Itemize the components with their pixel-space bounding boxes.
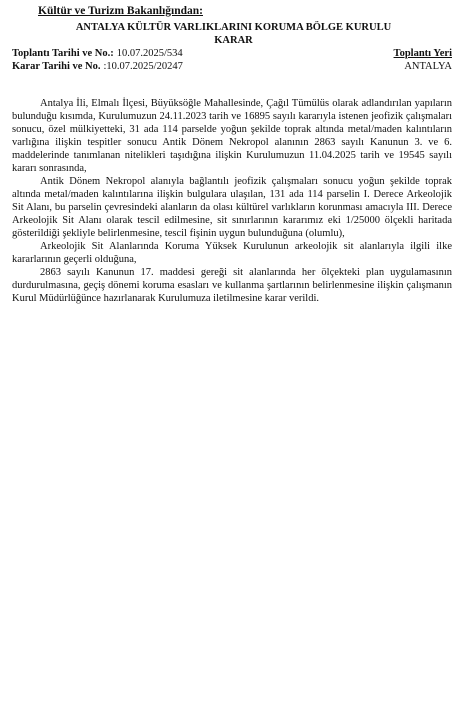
decision-info-row xyxy=(12,61,452,72)
decision-date-label: Karar Tarihi ve No. xyxy=(12,61,101,72)
board-title: ANTALYA KÜLTÜR VARLIKLARINI KORUMA BÖLGE KURULU xyxy=(75,22,392,33)
meeting-place-value: ANTALYA xyxy=(404,61,452,72)
paragraph: 2863 sayılı Kanunun 17. maddesi gereği sit alanlarında her ölçekteki plan uygulamasının durdurulmasına, geçiş dönemi koruma esasları ve kullanma şartlarının belirlenmesine ilişkin çalışmanın Kurul Müdürlüğünce hazırlanarak Kurulumuza iletilmesine karar verildi. xyxy=(12,267,452,304)
meeting-date-label: Toplantı Tarihi ve No.: xyxy=(12,48,114,59)
meeting-info-row xyxy=(12,48,452,59)
paragraph: Antalya İli, Elmalı İlçesi, Büyüksöğle Mahallesinde, Çağıl Tümülüs olarak adlandırılan yapıların bulunduğu kısımda, Kurulumuzun 24.11.2023 tarih ve 16895 sayılı kararıyla istenen jeofizik çalışmaları sonucu, özel mülkiyetteki, 31 ada 114 parselde yoğun şekilde toprak altında metal/maden kalıntıların varlığına ilişkin tespitler sonucu Antik Dönem Nekropol alanının 2863 sayılı Kanunun 3. ve 6. maddelerinde tanımlanan nitelikleri taşıdığına ilişkin Kurulumuzun 11.04.2025 tarih ve 19545 sayılı kararı sonrasında, xyxy=(12,98,452,174)
meeting-date-value: 10.07.2025/534 xyxy=(116,48,183,59)
paragraph: Antik Dönem Nekropol alanıyla bağlantılı jeofizik çalışmaları sonucu yoğun şekilde toprak altında metal/maden kalıntılarına ilişkin bulgulara ulaşılan, 131 ada 114 parselin I. Derece Arkeolojik Sit Alanı, bu parselin çevresindeki alanların da olası kültürel varlıkların korunması amacıyla III. Derece Arkeolojik Sit Alanı olarak tescil edilmesine, sit sınırlarının kararımız eki 1/25000 ölçekli haritada gösterildiği şekliyle belirlenmesine, tescil fişinin uygun bulunduğuna (olumlu), xyxy=(12,176,452,239)
decision-date-value: :10.07.2025/20247 xyxy=(103,61,183,72)
decision-body xyxy=(12,97,452,305)
decision-heading: KARAR xyxy=(214,35,253,46)
ministry-title: Kültür ve Turizm Bakanlığından: xyxy=(38,5,203,17)
paragraph: Arkeolojik Sit Alanlarında Koruma Yüksek Kurulunun arkeolojik sit alanlarıyla ilgili ilke kararlarının geçerli olduğuna, xyxy=(12,241,452,265)
meeting-place-label: Toplantı Yeri xyxy=(393,48,452,59)
